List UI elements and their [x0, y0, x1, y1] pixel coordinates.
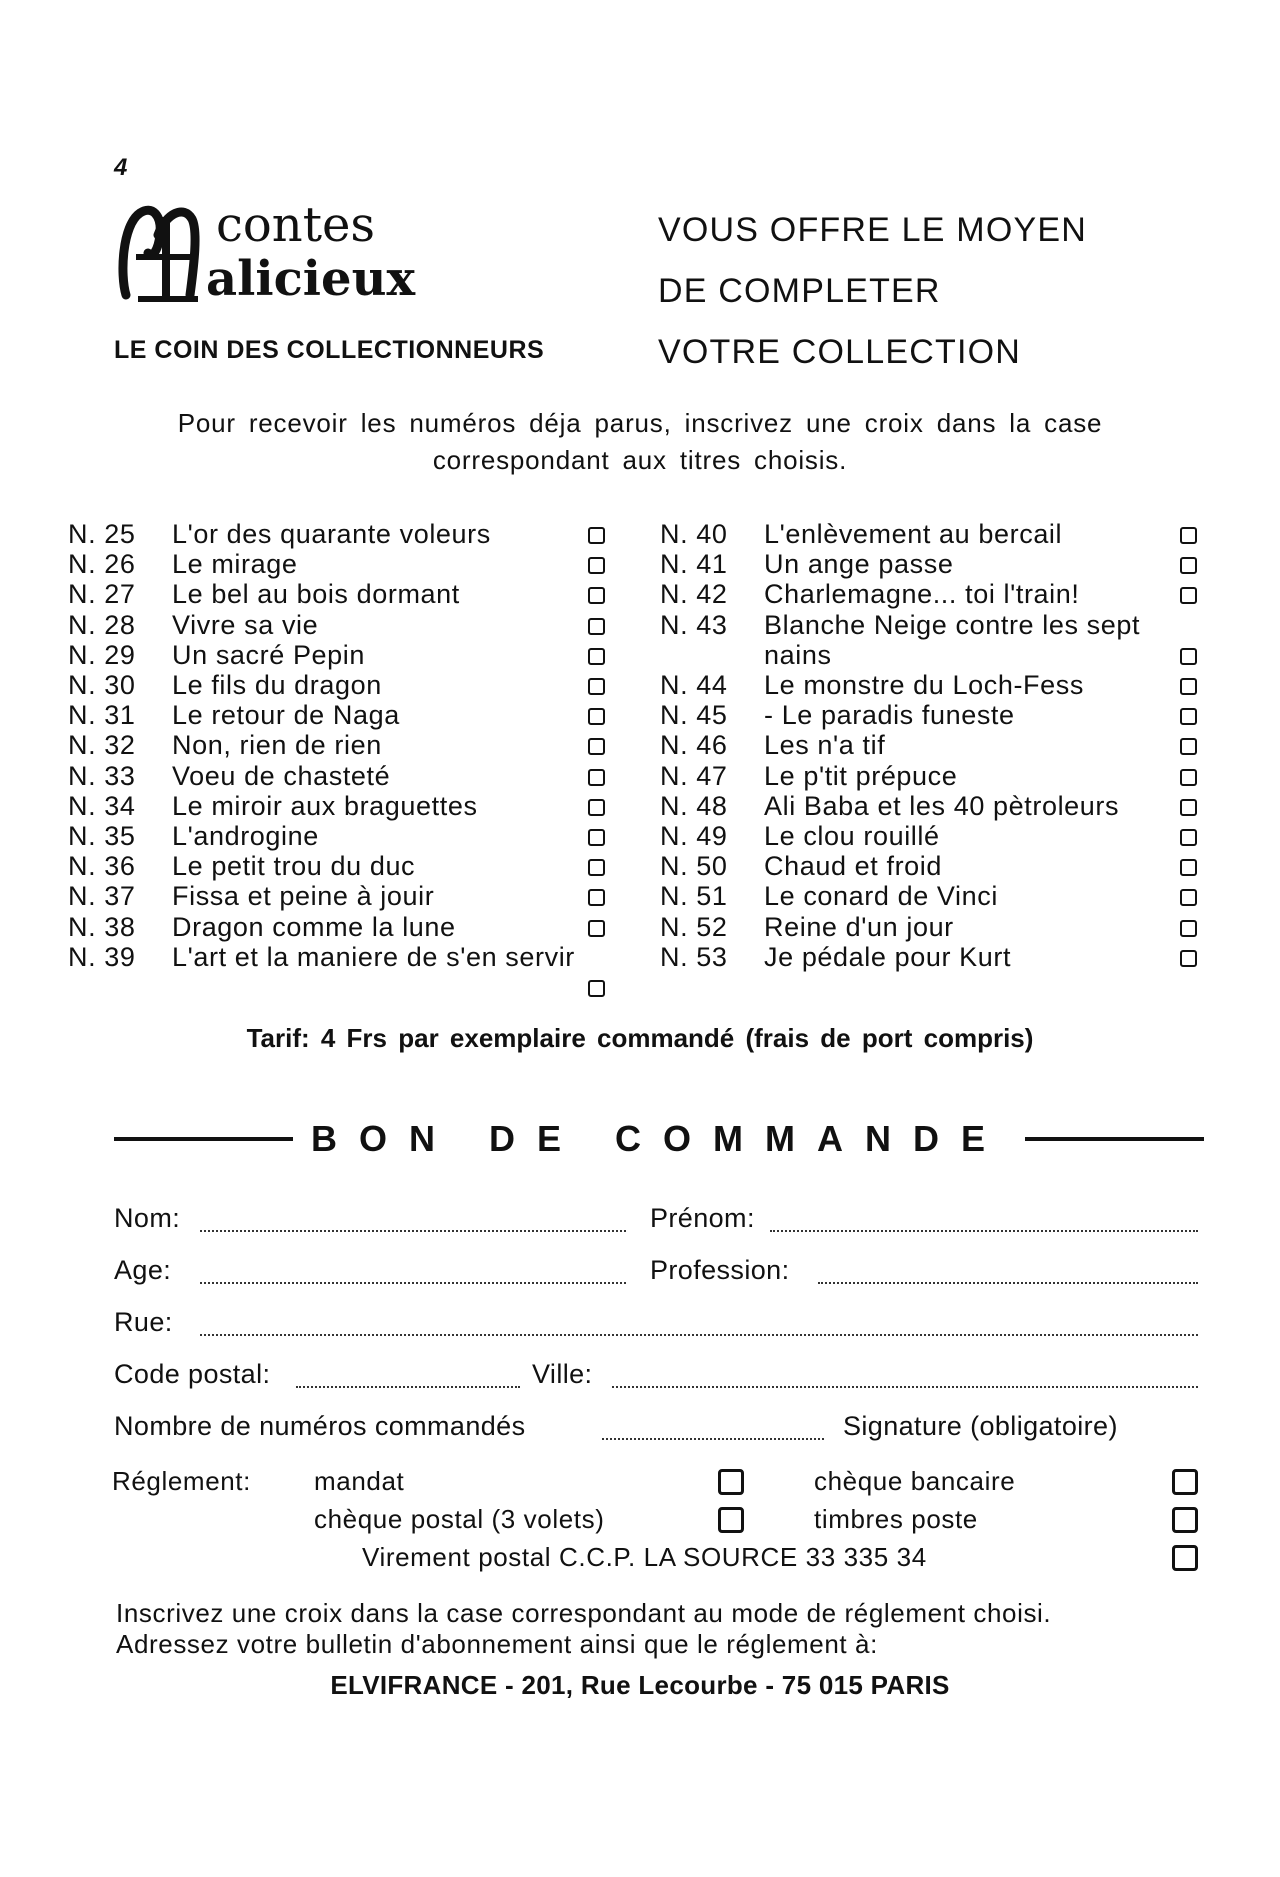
issue-checkbox[interactable]	[588, 889, 605, 906]
issue-number: N. 26	[68, 549, 136, 580]
issue-row	[660, 519, 1205, 549]
issue-title: Ali Baba et les 40 pètroleurs	[764, 790, 1120, 821]
prenom-label: Prénom:	[650, 1203, 755, 1233]
nombre-label: Nombre de numéros commandés	[114, 1411, 526, 1441]
nombre-field[interactable]	[602, 1438, 824, 1440]
order-heading	[114, 1118, 1204, 1160]
timbres-label: timbres poste	[814, 1504, 978, 1534]
issue-row	[660, 821, 1205, 851]
logo-line-1: contes	[216, 197, 376, 253]
issue-checkbox[interactable]	[1180, 648, 1197, 665]
issue-checkbox[interactable]	[1180, 829, 1197, 846]
cheque-postal-checkbox[interactable]	[718, 1507, 744, 1533]
issue-checkbox[interactable]	[1180, 527, 1197, 544]
intro-text: Pour recevoir les numéros déja parus, inscrivez une croix dans la case correspondant aux titres choisis.	[177, 408, 1103, 475]
issue-row	[68, 761, 613, 791]
issue-checkbox[interactable]	[588, 920, 605, 937]
code-postal-field[interactable]	[296, 1386, 520, 1388]
issue-checkbox[interactable]	[588, 769, 605, 786]
issue-number: N. 42	[660, 579, 728, 610]
issue-title: L'or des quarante voleurs	[172, 519, 491, 549]
issue-row	[660, 730, 1205, 760]
issue-checkbox[interactable]	[588, 618, 605, 635]
issue-checkbox[interactable]	[1180, 678, 1197, 695]
ville-label: Ville:	[532, 1359, 593, 1389]
issue-row	[68, 912, 613, 942]
cheque-postal-label: chèque postal (3 volets)	[314, 1504, 605, 1534]
issue-number: N. 31	[68, 700, 136, 731]
issue-number: N. 53	[660, 941, 728, 972]
issue-title: Vivre sa vie	[172, 609, 319, 640]
issue-title: Le p'tit prépuce	[764, 760, 958, 791]
issue-number: N. 36	[68, 851, 136, 882]
issue-number: N. 28	[68, 609, 136, 640]
offer-line: VOUS OFFRE LE MOYEN	[658, 211, 1087, 249]
cheque-bancaire-label: chèque bancaire	[814, 1466, 1016, 1496]
issue-number: N. 34	[68, 790, 136, 821]
issue-number: N. 33	[68, 760, 136, 791]
instruction-line: Adressez votre bulletin d'abonnement ainsi que le réglement à:	[116, 1629, 878, 1659]
issue-title: Un ange passe	[764, 549, 954, 580]
issue-number: N. 37	[68, 881, 136, 912]
issue-checkbox[interactable]	[588, 859, 605, 876]
heading-rule-left	[114, 1137, 293, 1141]
issue-title: L'enlèvement au bercail	[764, 519, 1063, 549]
virement-label: Virement postal C.C.P. LA SOURCE 33 335 34	[362, 1542, 927, 1572]
logo-graphic	[118, 195, 428, 305]
issue-number: N. 38	[68, 911, 136, 942]
mandat-label: mandat	[314, 1466, 405, 1496]
issue-checkbox[interactable]	[1180, 738, 1197, 755]
issue-checkbox[interactable]	[588, 980, 605, 997]
issue-title: Le conard de Vinci	[764, 881, 998, 912]
issue-row	[68, 670, 613, 700]
heading-rule-right	[1025, 1137, 1204, 1141]
issue-number: N. 44	[660, 670, 728, 701]
issue-title: Reine d'un jour	[764, 911, 954, 942]
issue-title: L'androgine	[172, 821, 319, 852]
code-postal-label: Code postal:	[114, 1359, 271, 1389]
prenom-field[interactable]	[770, 1230, 1198, 1232]
issue-number: N. 25	[68, 519, 136, 549]
issue-row	[660, 881, 1205, 911]
issue-number: N. 43	[660, 609, 728, 640]
issue-number: N. 27	[68, 579, 136, 610]
issue-title: Le mirage	[172, 549, 298, 580]
rue-label: Rue:	[114, 1307, 173, 1337]
tarif-text: Tarif: 4 Frs par exemplaire commandé (frais de port compris)	[246, 1023, 1034, 1053]
issue-number: N. 49	[660, 821, 728, 852]
age-field[interactable]	[200, 1282, 626, 1284]
issue-number: N. 46	[660, 730, 728, 761]
ville-field[interactable]	[612, 1386, 1198, 1388]
issue-checkbox[interactable]	[588, 587, 605, 604]
issue-number: N. 52	[660, 911, 728, 942]
issue-number: N. 51	[660, 881, 728, 912]
contes-malicieux-logo	[118, 195, 428, 305]
issue-number: N. 45	[660, 700, 728, 731]
issue-title: Blanche Neige contre les sept nains	[764, 609, 1141, 670]
issue-title: Le monstre du Loch-Fess	[764, 670, 1084, 701]
issues-list-left	[68, 519, 613, 997]
issue-row	[660, 851, 1205, 881]
offer-text	[658, 200, 1087, 383]
profession-label: Profession:	[650, 1255, 790, 1285]
nom-label: Nom:	[114, 1203, 181, 1233]
issue-row	[660, 942, 1205, 972]
instructions	[116, 1598, 1206, 1660]
issue-number: N. 47	[660, 760, 728, 791]
issue-row	[68, 881, 613, 911]
issue-title: Les n'a tif	[764, 730, 886, 761]
profession-field[interactable]	[818, 1282, 1198, 1284]
issue-title: Le miroir aux braguettes	[172, 790, 478, 821]
issue-row	[68, 851, 613, 881]
age-label: Age:	[114, 1255, 172, 1285]
issue-row	[68, 640, 613, 670]
issue-checkbox[interactable]	[1180, 950, 1197, 967]
issue-checkbox[interactable]	[588, 557, 605, 574]
issue-title: Un sacré Pepin	[172, 639, 365, 670]
issue-row	[660, 791, 1205, 821]
issue-number: N. 48	[660, 790, 728, 821]
issue-title: Dragon comme la lune	[172, 911, 456, 942]
issue-checkbox[interactable]	[588, 678, 605, 695]
issue-checkbox[interactable]	[1180, 557, 1197, 574]
rue-field[interactable]	[200, 1334, 1198, 1336]
mandat-checkbox[interactable]	[718, 1469, 744, 1495]
issue-title: - Le paradis funeste	[764, 700, 1015, 731]
issue-checkbox[interactable]	[588, 527, 605, 544]
issue-row	[660, 912, 1205, 942]
issue-checkbox[interactable]	[1180, 889, 1197, 906]
issue-number: N. 30	[68, 670, 136, 701]
issue-checkbox[interactable]	[1180, 769, 1197, 786]
issue-row	[68, 549, 613, 579]
issue-title: Le fils du dragon	[172, 670, 382, 701]
issue-title: Charlemagne... toi l'train!	[764, 579, 1080, 610]
issue-checkbox[interactable]	[1180, 920, 1197, 937]
issue-row	[660, 579, 1205, 609]
issue-title: Fissa et peine à jouir	[172, 881, 435, 912]
logo-line-2: alicieux	[206, 251, 416, 305]
issue-checkbox[interactable]	[1180, 799, 1197, 816]
instruction-line: Inscrivez une croix dans la case correspondant au mode de réglement choisi.	[116, 1598, 1052, 1628]
issue-row	[660, 700, 1205, 730]
issue-checkbox[interactable]	[588, 648, 605, 665]
signature-label: Signature (obligatoire)	[843, 1411, 1118, 1441]
nom-field[interactable]	[200, 1230, 626, 1232]
issue-number: N. 32	[68, 730, 136, 761]
issue-checkbox[interactable]	[588, 799, 605, 816]
page-number: 4	[114, 154, 128, 181]
issues-list-right	[660, 519, 1205, 972]
issue-row	[68, 942, 613, 997]
issue-checkbox[interactable]	[1180, 859, 1197, 876]
issue-row	[660, 549, 1205, 579]
issue-checkbox[interactable]	[588, 708, 605, 725]
issue-title: Le retour de Naga	[172, 700, 400, 731]
issue-row	[660, 670, 1205, 700]
logo-subtitle: LE COIN DES COLLECTIONNEURS	[114, 336, 545, 364]
issue-title: Chaud et froid	[764, 851, 943, 882]
issue-title: Le petit trou du duc	[172, 851, 416, 882]
issue-title: Non, rien de rien	[172, 730, 382, 761]
issue-number: N. 35	[68, 821, 136, 852]
reglement-label: Réglement:	[112, 1466, 251, 1496]
cheque-bancaire-checkbox[interactable]	[1172, 1469, 1198, 1495]
issue-title: Le bel au bois dormant	[172, 579, 460, 610]
issue-number: N. 29	[68, 639, 136, 670]
issue-row	[68, 579, 613, 609]
timbres-checkbox[interactable]	[1172, 1507, 1198, 1533]
issue-row	[68, 730, 613, 760]
order-heading-label: BON DE COMMANDE	[311, 1118, 1007, 1159]
issue-row	[68, 610, 613, 640]
issue-title: Voeu de chasteté	[172, 760, 391, 791]
issue-number: N. 41	[660, 549, 728, 580]
issue-row	[68, 700, 613, 730]
virement-checkbox[interactable]	[1172, 1545, 1198, 1571]
issue-number: N. 39	[68, 941, 136, 972]
issue-title: Le clou rouillé	[764, 821, 940, 852]
issue-checkbox[interactable]	[588, 829, 605, 846]
issue-checkbox[interactable]	[1180, 587, 1197, 604]
issue-number: N. 50	[660, 851, 728, 882]
offer-line: DE COMPLETER	[658, 272, 941, 310]
issue-row	[660, 761, 1205, 791]
offer-line: VOTRE COLLECTION	[658, 333, 1022, 371]
issue-row	[68, 519, 613, 549]
issue-number: N. 40	[660, 519, 728, 549]
mailing-address: ELVIFRANCE - 201, Rue Lecourbe - 75 015 PARIS	[330, 1670, 950, 1700]
issue-row	[660, 610, 1205, 670]
issue-title: L'art et la maniere de s'en servir	[172, 941, 575, 972]
issue-checkbox[interactable]	[1180, 708, 1197, 725]
issue-row	[68, 821, 613, 851]
issue-title: Je pédale pour Kurt	[764, 941, 1012, 972]
issue-checkbox[interactable]	[588, 738, 605, 755]
issue-row	[68, 791, 613, 821]
